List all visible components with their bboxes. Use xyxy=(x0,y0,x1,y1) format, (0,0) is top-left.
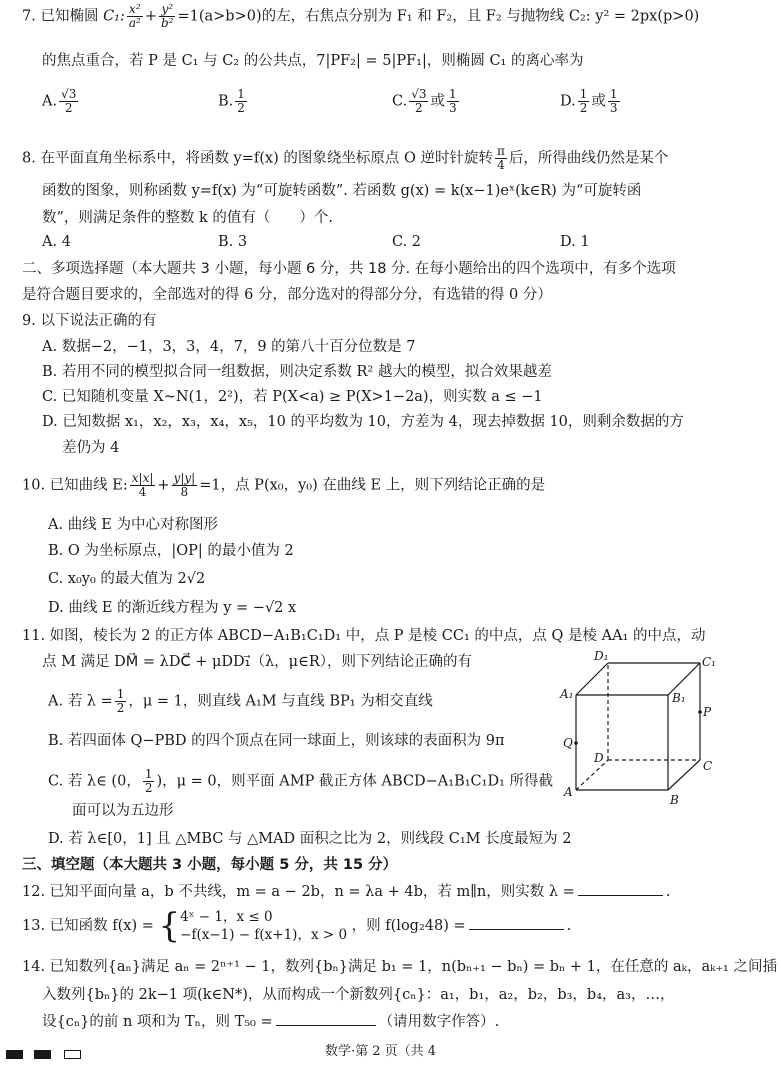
question-8-line-3: 数”，则满足条件的整数 k 的值有（ ）个. xyxy=(42,210,334,226)
question-10-stem: 10. 已知曲线 E: $\frac{x|x|}{4}$ + $\frac{y|y|}{8}$ =1，点 P(x₀，y₀) 在曲线 E 上，则下列结论正确的是 xyxy=(22,471,546,500)
piecewise-function: { 4ˣ − 1，x ≤ 0 −f(x−1) − f(x+1)，x > 0 xyxy=(158,906,348,947)
question-10-option-a: A. 曲线 E 为中心对称图形 xyxy=(48,517,218,533)
label-b: B xyxy=(670,793,679,807)
question-14-line-3: 设{cₙ}的前 n 项和为 Tₙ，则 T₅₀ = （请用数字作答）. xyxy=(42,1014,500,1030)
section-2-heading: 二、多项选择题（本大题共 3 小题，每小题 6 分，共 18 分. 在每小题给出的四个选项中，有多个选项 xyxy=(22,261,676,277)
label-d: D xyxy=(594,751,604,765)
question-11-option-c: C. 若 λ∈ (0， $\frac{1}{2}$ )，μ = 0，则平面 AMP 截正方体 ABCD−A₁B₁C₁D₁ 所得截 xyxy=(48,767,554,796)
question-9-option-b: B. 若用不同的模型拟合同一组数据，则决定系数 R² 越大的模型，拟合效果越差 xyxy=(42,364,552,380)
label-a: A xyxy=(564,785,573,799)
question-14-line-1: 14. 已知数列{aₙ}满足 aₙ = 2ⁿ⁺¹ − 1，数列{bₙ}满足 b₁ = 1，n(bₙ₊₁ − bₙ) = bₙ + 1，在任意的 aₖ，aₖ₊₁ 之间插 xyxy=(22,959,777,975)
footer-marker-1 xyxy=(6,1050,23,1059)
question-9-option-c: C. 已知随机变量 X~N(1，2²)，若 P(X<a) ≥ P(X>1−2a)，则实数 a ≤ −1 xyxy=(42,389,543,405)
question-7-option-c: C. $\frac{√3}{2}$ 或 $\frac{1}{3}$ xyxy=(392,87,457,116)
question-11-option-c-line-2: 面可以为五边形 xyxy=(72,803,174,819)
question-9-option-a: A. 数据−2，−1，3，3，4，7，9 的第八十百分位数是 7 xyxy=(42,339,416,355)
label-q: Q xyxy=(563,736,573,750)
question-10-option-b: B. O 为坐标原点，|OP| 的最小值为 2 xyxy=(48,543,294,559)
question-14-line-2: 入数列{bₙ}的 2k−1 项(k∈N*)，从而构成一个新数列{cₙ}：a₁，b₁，a₂，b₂，b₃，b₄，a₃，…， xyxy=(42,987,675,1003)
question-7-option-a: A. $\frac{√3}{2}$ xyxy=(42,87,77,116)
label-p: P xyxy=(703,705,712,719)
question-9-option-d-line-2: 差仍为 4 xyxy=(62,440,120,456)
label-d1: D₁ xyxy=(594,650,609,663)
fraction: $\frac{\text{y²}}{\text{b²}}$ xyxy=(160,2,174,31)
section-3-heading: 三、填空题（本大题共 3 小题，每小题 5 分，共 15 分） xyxy=(22,857,398,873)
question-8-line-2: 函数的图象，则称函数 y=f(x) 为“可旋转函数”. 若函数 g(x) = k(x−1)eˣ(k∈R) 为“可旋转函 xyxy=(42,183,642,199)
question-11-option-d: D. 若 λ∈[0，1] 且 △MBC 与 △MAD 面积之比为 2，则线段 C₁M 长度最短为 2 xyxy=(48,831,572,847)
footer-marker-3 xyxy=(64,1050,81,1059)
question-8-option-d: D. 1 xyxy=(560,234,590,250)
question-7-line-2: 的焦点重合，若 P 是 C₁ 与 C₂ 的公共点，7|PF₂| = 5|PF₁|，则椭圆 C₁ 的离心率为 xyxy=(42,53,584,69)
label-c: C xyxy=(703,759,713,773)
point-p xyxy=(698,710,702,714)
answer-blank-13[interactable] xyxy=(469,916,564,930)
question-7-option-b: B. $\frac{1}{2}$ xyxy=(218,87,245,116)
question-9-stem: 9. 以下说法正确的有 xyxy=(22,313,157,329)
edge-b-c xyxy=(668,760,700,790)
question-11-option-b: B. 若四面体 Q−PBD 的四个顶点在同一球面上，则该球的表面积为 9π xyxy=(48,733,505,749)
question-8-option-b: B. 3 xyxy=(218,234,248,250)
point-q xyxy=(574,741,578,745)
question-12: 12. 已知平面向量 a，b 不共线，m = a − 2b，n = λa + 4b，若 m∥n，则实数 λ = . xyxy=(22,884,671,900)
question-11-option-a: A. 若 λ = $\frac{1}{2}$ ，μ = 1，则直线 A₁M 与直线 BP₁ 为相交直线 xyxy=(48,687,433,716)
label-b1: B₁ xyxy=(672,691,686,705)
question-11-line-1: 11. 如图，棱长为 2 的正方体 ABCD−A₁B₁C₁D₁ 中，点 P 是棱 CC₁ 的中点，点 Q 是棱 AA₁ 的中点，动 xyxy=(22,628,706,644)
question-10-option-c: C. x₀y₀ 的最大值为 2√2 xyxy=(48,571,206,587)
footer-marker-2 xyxy=(34,1050,51,1059)
section-2-instructions: 是符合题目要求的，全部选对的得 6 分，部分选对的得部分分，有选错的得 0 分） xyxy=(22,287,552,303)
question-13: 13. 已知函数 f(x) = { 4ˣ − 1，x ≤ 0 −f(x−1) − f(x+1)，x > 0 ，则 f(log₂48) = . xyxy=(22,906,572,947)
cube-figure xyxy=(558,650,718,810)
label-c1: C₁ xyxy=(702,655,716,669)
question-11-line-2: 点 M 满足 DM⃗ = λDC⃗ + μDD₁⃗（λ，μ∈R），则下列结论正确的有 xyxy=(42,654,472,670)
fraction: $\frac{\text{x²}}{\text{a²}}$ xyxy=(128,2,141,31)
question-8-line-1: 8. 在平面直角坐标系中，将函数 y=f(x) 的图象绕坐标原点 O 逆时针旋转 $\frac{\pi}{4}$ 后，所得曲线仍然是某个 xyxy=(22,144,669,173)
answer-blank-14[interactable] xyxy=(276,1012,376,1026)
question-10-option-d: D. 曲线 E 的渐近线方程为 y = −√2 x xyxy=(48,600,297,616)
label-a1: A₁ xyxy=(560,687,574,701)
answer-blank-12[interactable] xyxy=(578,882,663,896)
page-footer: 数学·第 2 页（共 4 xyxy=(325,1044,437,1059)
question-8-option-a: A. 4 xyxy=(42,234,71,250)
question-7-option-d: D. $\frac{1}{2}$ 或 $\frac{1}{3}$ xyxy=(560,87,618,116)
question-9-option-d-line-1: D. 已知数据 x₁，x₂，x₃，x₄，x₅，10 的平均数为 10，方差为 4，现去掉数据 10，则剩余数据的方 xyxy=(42,414,684,430)
edge-a1-d1 xyxy=(576,663,608,695)
question-7-line-1: 7. 已知椭圆 C₁: $\frac{\text{x²}}{\text{a²}}$ + $\frac{\text{y²}}{\text{b²}}$ =1(a>b>0)的左，右焦点分别为 F₁ 和 F₂，且 F₂ 与抛物线 C₂: y² = 2px(p>0) xyxy=(22,2,700,31)
question-8-option-c: C. 2 xyxy=(392,234,422,250)
